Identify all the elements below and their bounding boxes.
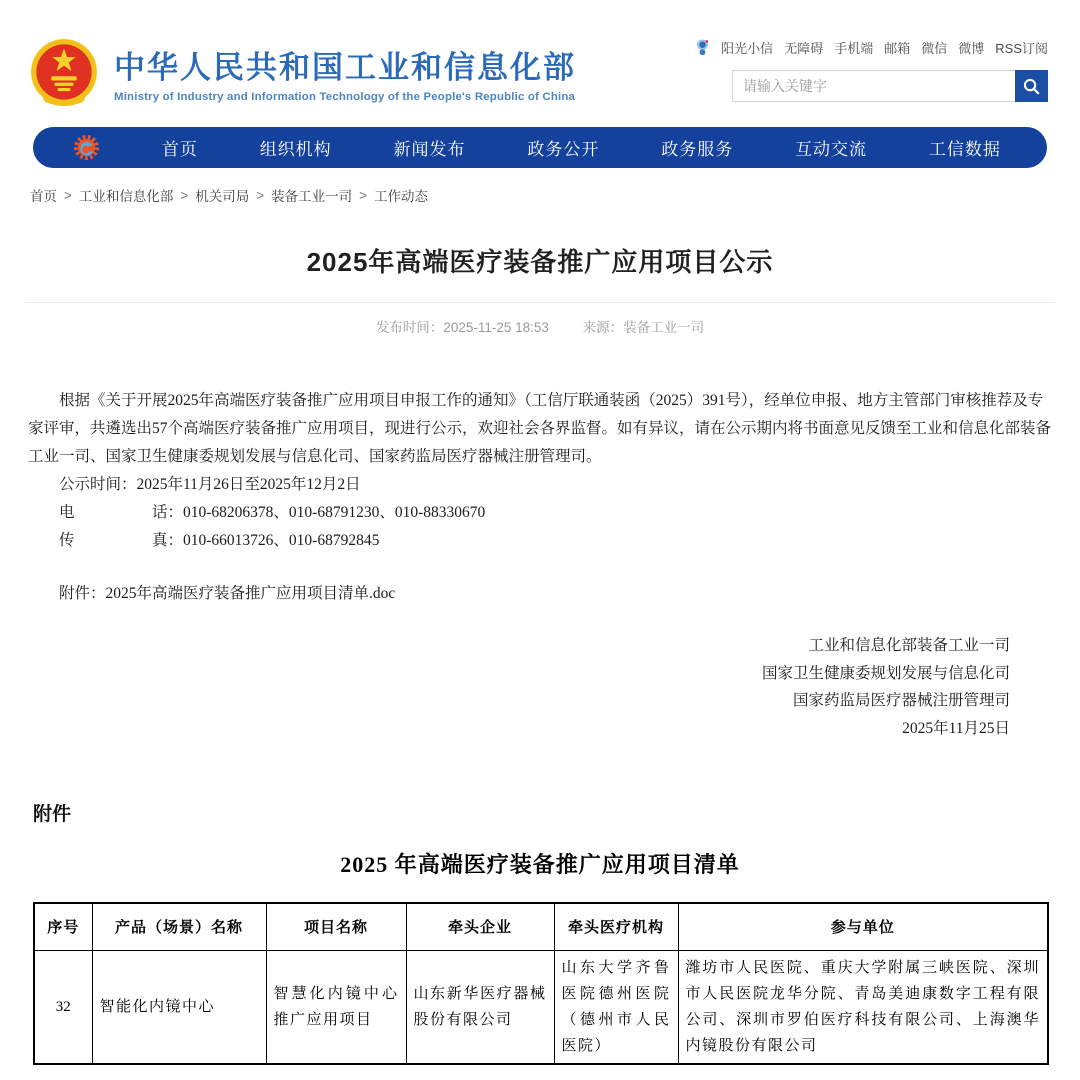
col-header-lead-medical: 牵头医疗机构 xyxy=(554,903,678,950)
article-title: 2025年高端医疗装备推广应用项目公示 xyxy=(306,247,774,277)
breadcrumb-separator: > xyxy=(64,187,72,203)
top-link-wechat[interactable]: 微信 xyxy=(921,41,948,56)
article-paragraph: 根据《关于开展2025年高端医疗装备推广应用项目申报工作的通知》（工信厅联通装函（2025）391号），经单位申报、地方主管部门审核推荐及专家评审，共遴选出57个高端医疗装备推广应用项目，现进行公示，欢迎社会各界监督。如有异议，请在公示期内将书面意见反馈至工业和信息化部装备工业一司、国家卫生健康委规划发展与信息化司、国家药监局医疗器械注册管理司。 xyxy=(28,392,1052,465)
signature-line: 国家药监局医疗器械注册管理司 xyxy=(792,692,1010,709)
breadcrumb-home[interactable]: 首页 xyxy=(30,189,57,204)
brand-text xyxy=(114,42,576,103)
breadcrumb-equipment-dept[interactable]: 装备工业一司 xyxy=(271,189,353,204)
miit-gear-logo-icon xyxy=(73,134,100,161)
cell-participants: 潍坊市人民医院、重庆大学附属三峡医院、深圳市人民医院龙华分院、青岛美迪康数字工程有限公司、深圳市罗伯医疗科技有限公司、上海澳华内镜股份有限公司 xyxy=(678,950,1048,1064)
national-emblem-icon xyxy=(30,38,98,106)
cell-project: 智慧化内镜中心推广应用项目 xyxy=(266,950,406,1064)
signature-block xyxy=(28,632,1052,742)
top-link-sunshine-xiaoxin[interactable]: 阳光小信 xyxy=(721,41,774,56)
signature-line: 国家卫生健康委规划发展与信息化司 xyxy=(761,664,1010,682)
search-bar xyxy=(732,70,1048,102)
col-header-product: 产品（场景）名称 xyxy=(92,903,266,950)
signature-line: 工业和信息化部装备工业一司 xyxy=(808,637,1010,654)
col-header-project: 项目名称 xyxy=(266,903,406,950)
nav-item-interaction[interactable]: 互动交流 xyxy=(795,140,868,159)
nav-item-organization[interactable]: 组织机构 xyxy=(259,140,332,159)
table-row xyxy=(34,950,1048,1064)
cell-lead-enterprise: 山东新华医疗器械股份有限公司 xyxy=(406,950,554,1064)
annex-label: 附件 xyxy=(33,804,72,825)
signature-date: 2025年11月25日 xyxy=(902,719,1010,737)
site-header xyxy=(0,0,1080,106)
site-title: 中华人民共和国工业和信息化部 xyxy=(114,49,576,85)
nav-item-miit-data[interactable]: 工信数据 xyxy=(928,140,1001,159)
nav-item-gov-services[interactable]: 政务服务 xyxy=(661,140,734,159)
nav-item-news[interactable]: 新闻发布 xyxy=(393,140,466,159)
top-link-rss[interactable]: RSS订阅 xyxy=(995,41,1048,56)
header-right xyxy=(721,38,1048,102)
breadcrumb-separator: > xyxy=(256,187,265,203)
nav-item-gov-disclosure[interactable]: 政务公开 xyxy=(527,140,600,159)
publicity-period-line: 公示时间：2025年11月26日至2025年12月2日 xyxy=(59,476,361,493)
phone-line: 电 话：010-68206378、010-68791230、010-88330670 xyxy=(59,504,486,521)
breadcrumb xyxy=(30,185,1050,205)
table-header-row xyxy=(34,903,1048,950)
fax-line: 传 真：010-66013726、010-68792845 xyxy=(59,532,380,549)
article-source: 来源：装备工业一司 xyxy=(582,320,705,335)
search-icon xyxy=(1022,77,1041,96)
col-header-participants: 参与单位 xyxy=(678,903,1048,950)
breadcrumb-separator: > xyxy=(359,187,368,203)
col-header-lead-enterprise: 牵头企业 xyxy=(406,903,554,950)
article-body xyxy=(28,387,1052,742)
breadcrumb-work-updates[interactable]: 工作动态 xyxy=(374,189,429,204)
top-links xyxy=(721,38,1048,57)
cell-product: 智能化内镜中心 xyxy=(92,950,266,1064)
main-nav xyxy=(33,127,1047,168)
col-header-index: 序号 xyxy=(34,903,92,950)
title-divider xyxy=(25,302,1055,303)
project-table xyxy=(33,902,1049,1065)
site-brand[interactable] xyxy=(30,38,576,106)
breadcrumb-miit[interactable]: 工业和信息化部 xyxy=(78,189,174,204)
top-link-weibo[interactable]: 微博 xyxy=(958,41,985,56)
top-link-mobile[interactable]: 手机端 xyxy=(834,41,874,56)
article-meta xyxy=(0,316,1080,336)
nav-item-home[interactable]: 首页 xyxy=(161,140,198,159)
annex-table-title: 2025 年高端医疗装备推广应用项目清单 xyxy=(340,852,740,877)
top-link-mail[interactable]: 邮箱 xyxy=(884,41,911,56)
breadcrumb-separator: > xyxy=(180,187,189,203)
site-subtitle: Ministry of Industry and Information Technology of the People's Republic of China xyxy=(114,90,576,103)
top-link-accessibility[interactable]: 无障碍 xyxy=(784,41,824,56)
search-button[interactable] xyxy=(1015,70,1048,102)
breadcrumb-departments[interactable]: 机关司局 xyxy=(195,189,250,204)
cell-lead-medical: 山东大学齐鲁医院德州医院（德州市人民医院） xyxy=(554,950,678,1064)
cell-index: 32 xyxy=(34,950,92,1064)
search-input[interactable] xyxy=(733,71,1015,101)
attachment-link[interactable]: 附件：2025年高端医疗装备推广应用项目清单.doc xyxy=(59,585,396,602)
publish-time: 发布时间：2025-11-25 18:53 xyxy=(375,320,549,335)
mascot-icon xyxy=(695,39,710,56)
